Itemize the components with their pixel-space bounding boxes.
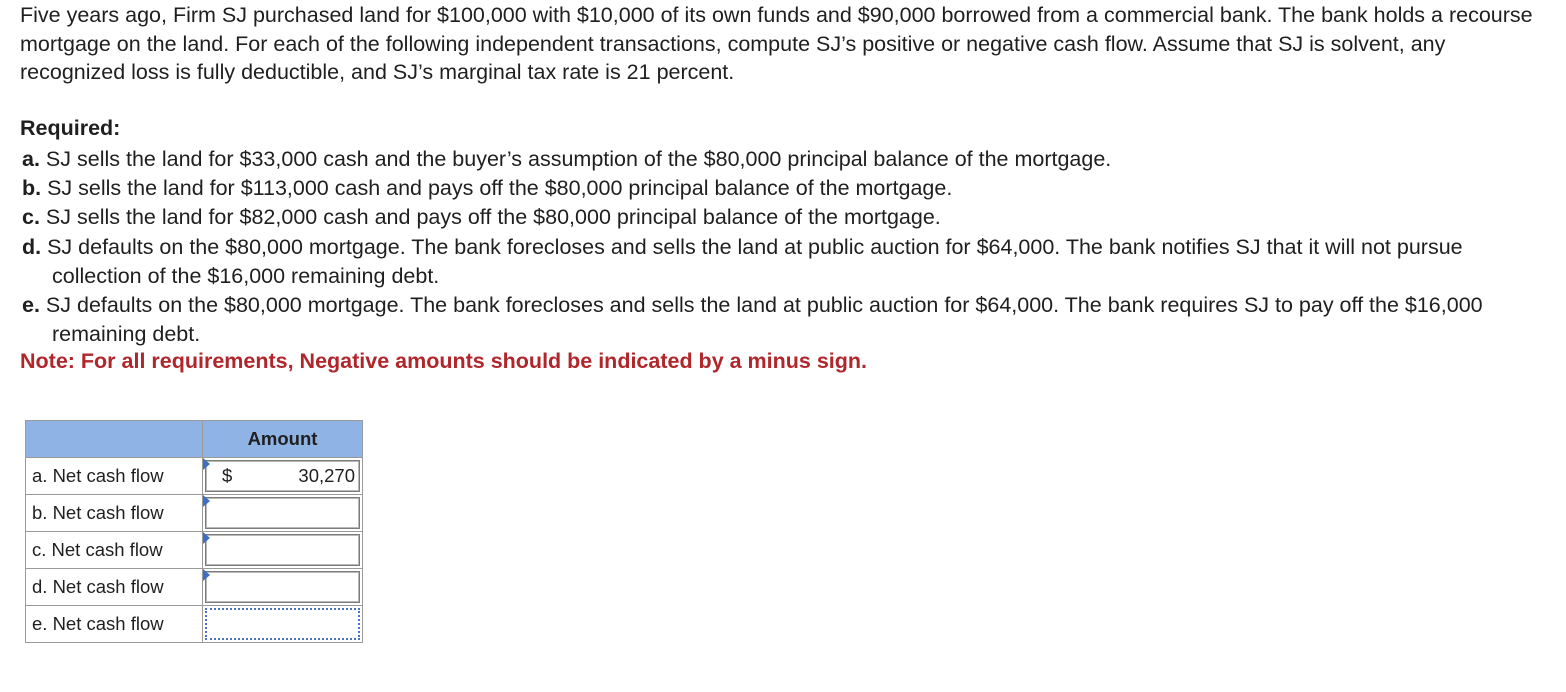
requirement-letter: a. [22, 147, 40, 171]
note-negative-amounts: Note: For all requirements, Negative amounts should be indicated by a minus sign. [20, 349, 868, 373]
amount-cell-d [203, 569, 363, 606]
amount-input-e[interactable] [205, 608, 360, 640]
amount-input-d[interactable] [205, 571, 360, 603]
row-label-e: e. Net cash flow [26, 606, 203, 643]
requirement-text: SJ sells the land for $82,000 cash and pays off the $80,000 principal balance of the mortgage. [45, 205, 941, 230]
requirement-d [22, 233, 1552, 291]
answer-table [25, 420, 363, 643]
amount-cell-c [203, 532, 363, 569]
answer-flag-icon [203, 495, 210, 507]
problem-intro: Five years ago, Firm SJ purchased land for $100,000 with $10,000 of its own funds and $90,000 borrowed from a commercial bank. The bank holds a recourse mortgage on the land. For each of the following independent transactions, compute SJ’s positive or negative cash flow. Assume that SJ is solvent, any recognized loss is fully deductible, and SJ’s marginal tax rate is 21 percent. [20, 3, 1533, 84]
row-label-a: a. Net cash flow [26, 458, 203, 495]
requirement-letter: c. [22, 205, 40, 230]
amount-cell-e [203, 606, 363, 643]
requirement-text: SJ sells the land for $33,000 cash and the buyer’s assumption of the $80,000 principal balance of the mortgage. [45, 147, 1112, 171]
requirement-a [22, 145, 1552, 174]
required-heading: Required: [20, 116, 121, 140]
requirement-text: SJ defaults on the $80,000 mortgage. The bank forecloses and sells the land at public auction for $64,000. The bank notifies SJ that it will not pursue collection of the $16,000 remaining debt. [47, 234, 1463, 288]
requirement-text: SJ sells the land for $113,000 cash and pays off the $80,000 principal balance of the mortgage. [47, 176, 953, 201]
table-row [26, 532, 363, 569]
amount-input-a[interactable] [205, 460, 360, 492]
row-label-c: c. Net cash flow [26, 532, 203, 569]
answer-flag-icon [203, 569, 210, 581]
amount-input-c[interactable] [205, 534, 360, 566]
answer-flag-icon [203, 532, 210, 544]
requirement-text: SJ defaults on the $80,000 mortgage. The bank forecloses and sells the land at public auction for $64,000. The bank requires SJ to pay off the $16,000 remaining debt. [45, 293, 1483, 347]
header-blank-cell [26, 421, 203, 458]
currency-symbol: $ [222, 465, 233, 486]
table-row [26, 458, 363, 495]
answer-flag-icon [203, 458, 210, 470]
requirements-list [22, 145, 1552, 349]
answer-table-header [26, 421, 363, 458]
requirement-e [22, 291, 1552, 349]
table-row [26, 606, 363, 643]
amount-input-b[interactable] [205, 497, 360, 529]
table-row [26, 495, 363, 532]
table-row [26, 569, 363, 606]
header-amount: Amount [203, 421, 363, 458]
amount-value: 30,270 [298, 465, 355, 486]
requirement-b [22, 174, 1552, 203]
row-label-b: b. Net cash flow [26, 495, 203, 532]
amount-cell-a [203, 458, 363, 495]
requirement-letter: e. [22, 293, 40, 318]
requirement-letter: b. [22, 176, 42, 201]
amount-cell-b [203, 495, 363, 532]
requirement-letter: d. [22, 234, 42, 259]
row-label-d: d. Net cash flow [26, 569, 203, 606]
requirement-c [22, 203, 1552, 232]
